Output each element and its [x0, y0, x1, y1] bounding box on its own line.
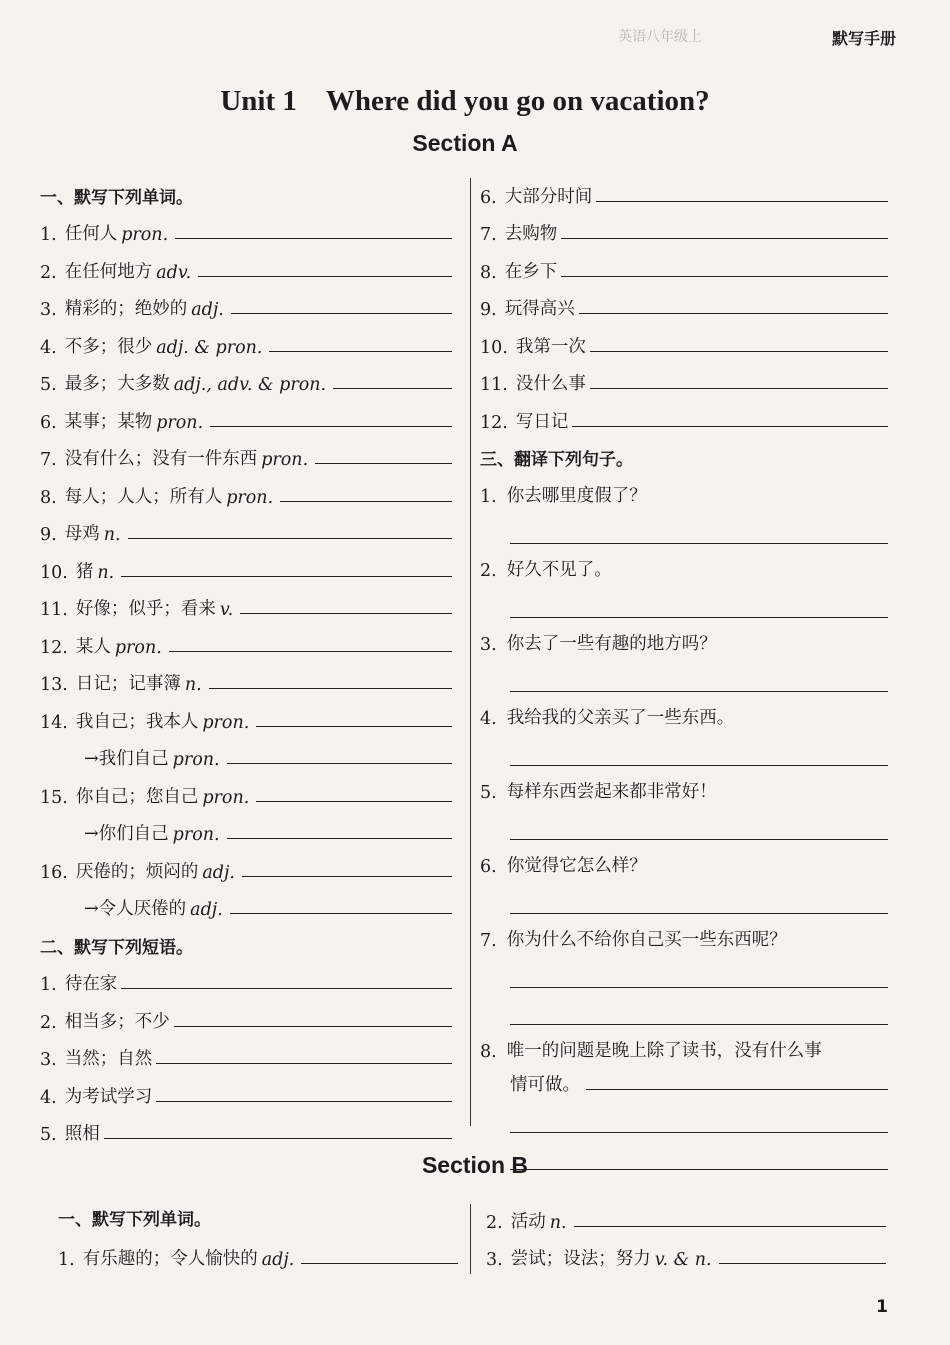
item-number: 4.: [40, 337, 57, 358]
item-chinese: →令人厌倦的: [84, 899, 187, 919]
item-pos: adv.: [156, 262, 192, 283]
word-item: [486, 1233, 886, 1270]
section-b-words-right: [486, 1196, 886, 1270]
word-item: [40, 695, 452, 733]
word-item: [40, 583, 452, 621]
item-number: 3.: [40, 300, 57, 320]
item-pos: n.: [184, 675, 202, 695]
answer-line[interactable]: [510, 1096, 888, 1133]
item-pos: v. & n.: [654, 1250, 712, 1270]
item-number: 6.: [40, 412, 57, 433]
answer-blank[interactable]: [579, 313, 888, 314]
item-pos: pron.: [172, 750, 220, 770]
answer-blank[interactable]: [269, 351, 452, 352]
item-number: 14.: [40, 712, 68, 733]
answer-blank[interactable]: [590, 388, 888, 389]
page-number: 1: [876, 1297, 888, 1317]
item-number: 6.: [480, 857, 497, 877]
item-chinese: 日记；记事簿: [75, 674, 181, 694]
item-chinese: 没什么事: [515, 374, 586, 394]
item-number: 1.: [40, 225, 57, 245]
sentences-heading: 三、翻译下列句子。: [480, 450, 633, 470]
item-pos: adj.: [190, 900, 223, 920]
item-number: 8.: [480, 1042, 497, 1062]
word-item: [40, 958, 452, 996]
sentence-prompt: [480, 766, 888, 803]
answer-blank[interactable]: [240, 613, 452, 614]
sentence-chinese: 好久不见了。: [506, 560, 612, 580]
item-chinese: 不多；很少: [64, 336, 153, 357]
word-item: [40, 845, 452, 883]
sentence-chinese: 你为什么不给你自己买一些东西呢？: [506, 930, 787, 950]
item-chinese: 尝试；设法；努力: [510, 1249, 651, 1269]
item-number: 7.: [480, 225, 497, 245]
word-item: [40, 1108, 452, 1146]
sentence-prompt: [480, 692, 888, 729]
item-pos: pron.: [261, 450, 309, 470]
answer-line[interactable]: [510, 803, 888, 840]
item-number: 7.: [40, 450, 57, 470]
word-item: [40, 470, 452, 508]
item-number: 11.: [480, 375, 508, 395]
item-number: 4.: [40, 1087, 57, 1108]
item-number: 1.: [480, 487, 497, 507]
item-number: 3.: [40, 1050, 57, 1070]
item-number: 1.: [40, 975, 57, 995]
item-number: 10.: [40, 562, 68, 583]
item-chinese: 玩得高兴: [504, 299, 575, 319]
section-b-left-column: [58, 1196, 458, 1270]
item-chinese: 任何人: [64, 224, 118, 244]
word-item: [40, 733, 452, 771]
phrases-list-right: [480, 170, 888, 433]
answer-blank[interactable]: [590, 351, 888, 352]
item-number: 8.: [480, 262, 497, 283]
word-item: [480, 170, 888, 208]
item-number: 5.: [40, 375, 57, 395]
sentence-prompt: [480, 1025, 888, 1062]
word-item: [40, 358, 452, 396]
item-pos: pron.: [202, 787, 250, 808]
word-item: [58, 1230, 458, 1270]
sentence-item: [480, 914, 888, 1025]
words-list: [40, 208, 452, 921]
item-pos: adj.: [191, 300, 224, 320]
item-chinese: 相当多；不少: [64, 1011, 170, 1032]
answer-blank[interactable]: [209, 688, 452, 689]
sentence-chinese: 唯一的问题是晚上除了读书，没有什么事: [506, 1041, 822, 1061]
item-chinese: 好像；似乎；看来: [75, 599, 216, 619]
section-b-words-left: [58, 1230, 458, 1270]
item-number: 13.: [40, 675, 68, 695]
section-b-title: Section B: [421, 1152, 529, 1178]
item-pos: adj.: [202, 862, 235, 883]
item-chinese: 没有什么；没有一件东西: [64, 449, 258, 469]
item-number: 1.: [58, 1250, 75, 1270]
item-number: 3.: [480, 635, 497, 655]
answer-blank[interactable]: [227, 838, 452, 839]
item-pos: adj. & pron.: [156, 337, 263, 358]
word-item: [40, 1033, 452, 1071]
section-a-title: Section A: [412, 130, 518, 156]
sentence-item: [480, 544, 888, 618]
item-chinese: 活动: [510, 1212, 546, 1232]
item-chinese: →你们自己: [84, 824, 169, 844]
item-chinese: 猪: [75, 561, 94, 582]
item-chinese: 待在家: [64, 974, 118, 994]
item-chinese: 某人: [75, 636, 111, 657]
item-chinese: 你自己；您自己: [75, 786, 199, 807]
item-number: 5.: [40, 1125, 57, 1145]
item-number: 7.: [480, 931, 497, 951]
sentence-chinese: 你去了一些有趣的地方吗？: [506, 634, 717, 654]
section-a-right-column: [480, 170, 888, 1170]
item-chinese: 每人；人人；所有人: [64, 486, 223, 507]
answer-blank[interactable]: [561, 238, 888, 239]
answer-blank[interactable]: [198, 276, 452, 277]
answer-blank[interactable]: [156, 1063, 452, 1064]
item-number: 11.: [40, 600, 68, 620]
answer-blank[interactable]: [169, 651, 452, 652]
answer-blank[interactable]: [156, 1101, 452, 1102]
sentence-chinese: 我给我的父亲买了一些东西。: [506, 708, 735, 728]
word-item: [480, 245, 888, 283]
item-chinese: 我自己；我本人: [75, 711, 199, 732]
word-item: [480, 283, 888, 321]
sentences-list: [480, 470, 888, 1170]
item-number: 2.: [40, 262, 57, 283]
sentence-item: [480, 470, 888, 544]
item-number: 2.: [480, 561, 497, 581]
answer-blank[interactable]: [230, 913, 452, 914]
words-heading: 一、默写下列单词。: [40, 187, 193, 208]
answer-blank[interactable]: [572, 426, 888, 427]
word-item: [480, 320, 888, 358]
word-item: [40, 208, 452, 246]
answer-blank[interactable]: [242, 876, 452, 877]
item-chinese: 照相: [64, 1124, 100, 1144]
section-b-words-heading: 一、默写下列单词。: [58, 1210, 211, 1230]
item-chinese: 我第一次: [515, 336, 586, 357]
item-chinese: 在任何地方: [64, 261, 153, 282]
word-item: [40, 545, 452, 583]
word-item: [40, 883, 452, 921]
item-chinese: 精彩的；绝妙的: [64, 299, 188, 319]
answer-blank[interactable]: [301, 1263, 458, 1264]
answer-blank[interactable]: [596, 201, 888, 202]
word-item: [40, 320, 452, 358]
answer-blank[interactable]: [315, 463, 452, 464]
item-pos: pron.: [114, 637, 162, 658]
answer-blank[interactable]: [561, 276, 888, 277]
sentence-item: [480, 692, 888, 766]
word-item: [40, 395, 452, 433]
item-pos: pron.: [226, 487, 274, 508]
phrases-heading: 二、默写下列短语。: [40, 937, 193, 958]
word-item: [40, 620, 452, 658]
answer-blank[interactable]: [121, 576, 452, 577]
item-number: 6.: [480, 187, 497, 208]
answer-blank[interactable]: [210, 426, 452, 427]
word-item: [40, 508, 452, 546]
item-pos: adj., adv. & pron.: [173, 375, 327, 395]
word-item: [486, 1196, 886, 1233]
item-chinese: 当然；自然: [64, 1049, 153, 1069]
item-chinese: 某事；某物: [64, 411, 153, 432]
item-chinese: 有乐趣的；令人愉快的: [82, 1249, 258, 1269]
sentence-chinese: 你觉得它怎么样？: [506, 856, 647, 876]
item-number: 10.: [480, 337, 508, 358]
item-chinese: 最多；大多数: [64, 374, 170, 394]
sentence-item: [480, 1025, 888, 1170]
item-pos: pron.: [172, 825, 220, 845]
answer-blank[interactable]: [231, 313, 452, 314]
item-pos: pron.: [202, 712, 250, 733]
header-tag: 默写手册: [831, 29, 896, 48]
sentence-chinese-cont: 情可做。: [510, 1075, 580, 1095]
answer-line[interactable]: [510, 729, 888, 766]
item-pos: n.: [103, 525, 121, 545]
item-pos: pron.: [156, 412, 204, 433]
word-item: [480, 208, 888, 246]
answer-blank[interactable]: [128, 538, 452, 539]
sentence-item: [480, 618, 888, 692]
item-pos: adj.: [261, 1250, 295, 1270]
item-number: 4.: [480, 709, 497, 729]
answer-blank[interactable]: [719, 1263, 886, 1264]
item-number: 12.: [480, 412, 508, 433]
item-number: 5.: [480, 783, 497, 803]
sentence-chinese: 你去哪里度假了？: [506, 486, 647, 506]
answer-blank[interactable]: [174, 1026, 452, 1027]
word-item: [40, 995, 452, 1033]
answer-blank[interactable]: [104, 1138, 452, 1139]
word-item: [40, 433, 452, 471]
item-number: 9.: [40, 525, 57, 545]
item-pos: v.: [219, 600, 234, 620]
answer-line[interactable]: [510, 877, 888, 914]
sentence-item: [480, 840, 888, 914]
column-divider-b: [470, 1204, 471, 1274]
sentence-continuation: [510, 1062, 888, 1096]
word-item: [40, 808, 452, 846]
sentence-prompt: [480, 470, 888, 507]
column-divider-a: [470, 178, 471, 1126]
item-chinese: 在乡下: [504, 261, 558, 282]
item-chinese: 写日记: [515, 411, 569, 432]
item-number: 16.: [40, 862, 68, 883]
word-item: [40, 245, 452, 283]
answer-blank[interactable]: [256, 726, 452, 727]
answer-blank[interactable]: [333, 388, 452, 389]
sentence-prompt: [480, 618, 888, 655]
answer-line[interactable]: [510, 507, 888, 544]
answer-blank[interactable]: [280, 501, 452, 502]
item-chinese: 厌倦的；烦闷的: [75, 861, 199, 882]
word-item: [480, 358, 888, 396]
answer-blank[interactable]: [574, 1226, 886, 1227]
item-number: 8.: [40, 487, 57, 508]
item-number: 2.: [40, 1012, 57, 1033]
phrases-list-left: [40, 958, 452, 1146]
answer-blank[interactable]: [227, 763, 452, 764]
item-pos: n.: [97, 562, 115, 583]
item-chinese: 为考试学习: [64, 1086, 153, 1107]
answer-blank[interactable]: [586, 1089, 888, 1090]
item-chinese: →我们自己: [84, 749, 169, 769]
answer-blank[interactable]: [256, 801, 452, 802]
answer-line[interactable]: [510, 655, 888, 692]
answer-line[interactable]: [510, 951, 888, 988]
item-chinese: 母鸡: [64, 524, 100, 544]
answer-line[interactable]: [510, 988, 888, 1025]
item-pos: pron.: [121, 225, 169, 245]
answer-line[interactable]: [510, 581, 888, 618]
sentence-prompt: [480, 914, 888, 951]
section-a-left-column: [40, 170, 452, 1145]
item-number: 9.: [480, 300, 497, 320]
word-item: [40, 770, 452, 808]
word-item: [40, 1070, 452, 1108]
item-pos: n.: [549, 1213, 567, 1233]
header-ghost-text: 英语八年级上: [618, 29, 702, 45]
section-b-right-column: [486, 1196, 886, 1270]
word-item: [40, 283, 452, 321]
sentence-item: [480, 766, 888, 840]
answer-blank[interactable]: [175, 238, 452, 239]
answer-blank[interactable]: [121, 988, 452, 989]
sentence-prompt: [480, 544, 888, 581]
item-chinese: 去购物: [504, 224, 558, 244]
item-number: 3.: [486, 1250, 503, 1270]
item-chinese: 大部分时间: [504, 186, 593, 207]
item-number: 2.: [486, 1213, 503, 1233]
sentence-prompt: [480, 840, 888, 877]
item-number: 12.: [40, 637, 68, 658]
item-number: 15.: [40, 787, 68, 808]
word-item: [480, 395, 888, 433]
sentence-chinese: 每样东西尝起来都非常好！: [506, 782, 717, 802]
unit-title: Unit 1 Where did you go on vacation?: [220, 85, 710, 117]
word-item: [40, 658, 452, 696]
